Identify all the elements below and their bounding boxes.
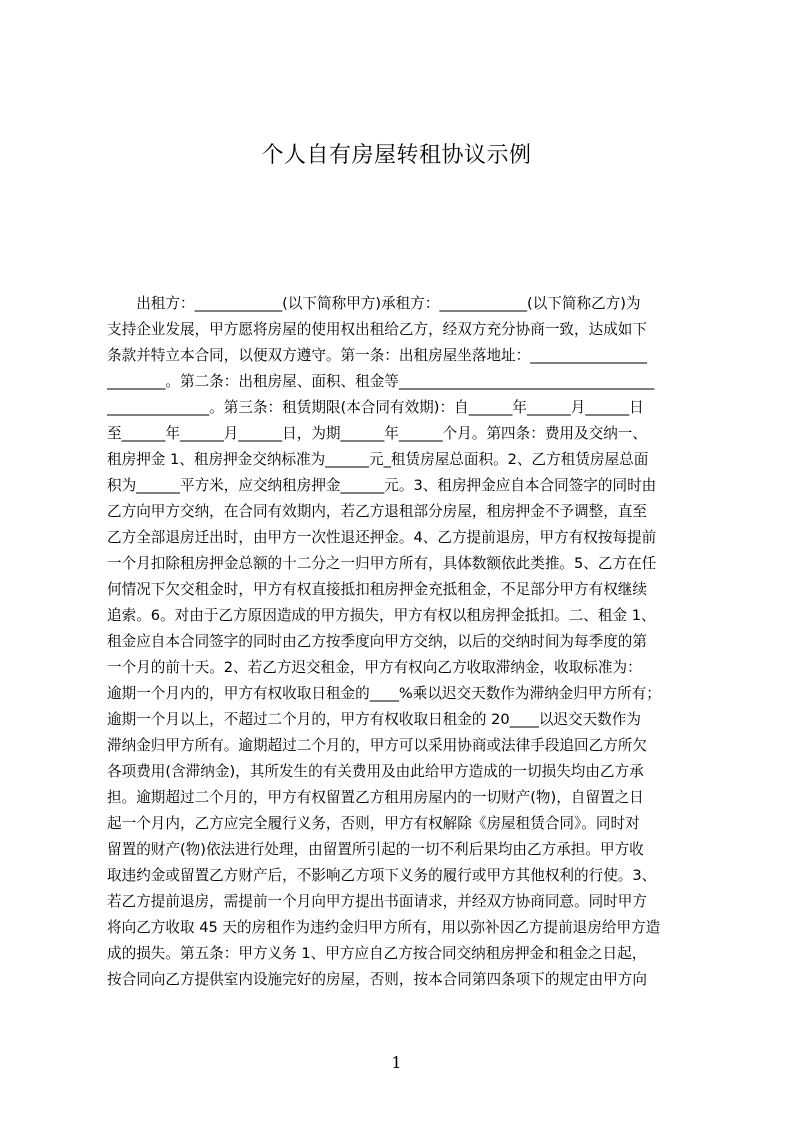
- body-line: 租房押金 1、租房押金交纳标准为______元_租赁房屋总面积。2、乙方租赁房屋总面: [107, 451, 649, 468]
- body-line: 将向乙方收取 45 天的房租作为违约金归甲方所有，用以弥补因乙方提前退房给甲方造: [107, 919, 661, 936]
- body-line: 一个月扣除租房押金总额的十二分之一归甲方所有，具体数额依此类推。5、乙方在任: [107, 555, 657, 572]
- body-line: 滞纳金归甲方所有。逾期超过二个月的，甲方可以采用协商或法律手段追回乙方所欠: [107, 737, 647, 754]
- page-number: 1: [391, 1053, 402, 1072]
- body-line: 按合同向乙方提供室内设施完好的房屋，否则，按本合同第四条项下的规定由甲方向: [107, 971, 647, 988]
- document-title: 个人自有房屋转租协议示例: [261, 143, 532, 168]
- body-line: 逾期一个月以上，不超过二个月的，甲方有权收取日租金的 20____以迟交天数作为: [107, 711, 641, 728]
- body-line: 追索。6。对由于乙方原因造成的甲方损失，甲方有权以租房押金抵扣。二、租金 1、: [107, 607, 656, 624]
- body-line: 成的损失。第五条：甲方义务 1、甲方应自乙方按合同交纳租房押金和租金之日起，: [107, 945, 647, 962]
- body-line: 留置的财产(物)依法进行处理，由留置所引起的一切不利后果均由乙方承担。甲方收: [107, 841, 644, 858]
- body-line: 条款并特立本合同，以便双方遵守。第一条：出租房屋坐落地址：________________: [107, 347, 647, 364]
- body-line: 若乙方提前退房，需提前一个月向甲方提出书面请求，并经双方协商同意。同时甲方: [107, 893, 647, 910]
- body-line: 一个月的前十天。2、若乙方迟交租金，甲方有权向乙方收取滞纳金，收取标准为：: [107, 659, 642, 676]
- body-line: 乙方全部退房迁出时，由甲方一次性退还押金。4、乙方提前退房，甲方有权按每提前: [107, 529, 657, 546]
- body-line: 支持企业发展，甲方愿将房屋的使用权出租给乙方，经双方充分协商一致，达成如下: [107, 321, 647, 338]
- body-line: 各项费用(含滞纳金)，其所发生的有关费用及由此给甲方造成的一切损失均由乙方承: [107, 763, 644, 780]
- body-line: ________。第二条：出租房屋、面积、租金等___________________________________: [107, 373, 655, 390]
- document-body: [107, 291, 699, 1026]
- body-line: 取违约金或留置乙方财产后，不影响乙方项下义务的履行或甲方其他权利的行使。3、: [107, 867, 657, 884]
- body-line: 起一个月内，乙方应完全履行义务，否则，甲方有权解除《房屋租赁合同》。同时对: [107, 815, 640, 832]
- body-line: 担。逾期超过二个月的，甲方有权留置乙方租用房屋内的一切财产(物)，自留置之日: [107, 789, 644, 806]
- body-line: 积为______平方米，应交纳租房押金______元。3、租房押金应自本合同签字的同时由: [107, 477, 657, 494]
- body-line: 租金应自本合同签字的同时由乙方按季度向甲方交纳，以后的交纳时间为每季度的第: [107, 633, 647, 650]
- body-line: 逾期一个月内的，甲方有权收取日租金的____%乘以迟交天数作为滞纳金归甲方所有；: [107, 685, 661, 702]
- body-line: 至______年______月______日，为期______年______个月。第四条：费用及交纳一、: [107, 425, 647, 442]
- body-line: 何情况下欠交租金时，甲方有权直接抵扣租房押金充抵租金，不足部分甲方有权继续: [107, 581, 647, 598]
- body-line: 出租方：____________(以下简称甲方)承租方：____________(以下简称乙方)为: [107, 295, 641, 312]
- body-line: ______________。第三条：租赁期限(本合同有效期)：自______年______月______日: [107, 399, 644, 416]
- body-line: 乙方向甲方交纳，在合同有效期内，若乙方退租部分房屋，租房押金不予调整，直至: [107, 503, 647, 520]
